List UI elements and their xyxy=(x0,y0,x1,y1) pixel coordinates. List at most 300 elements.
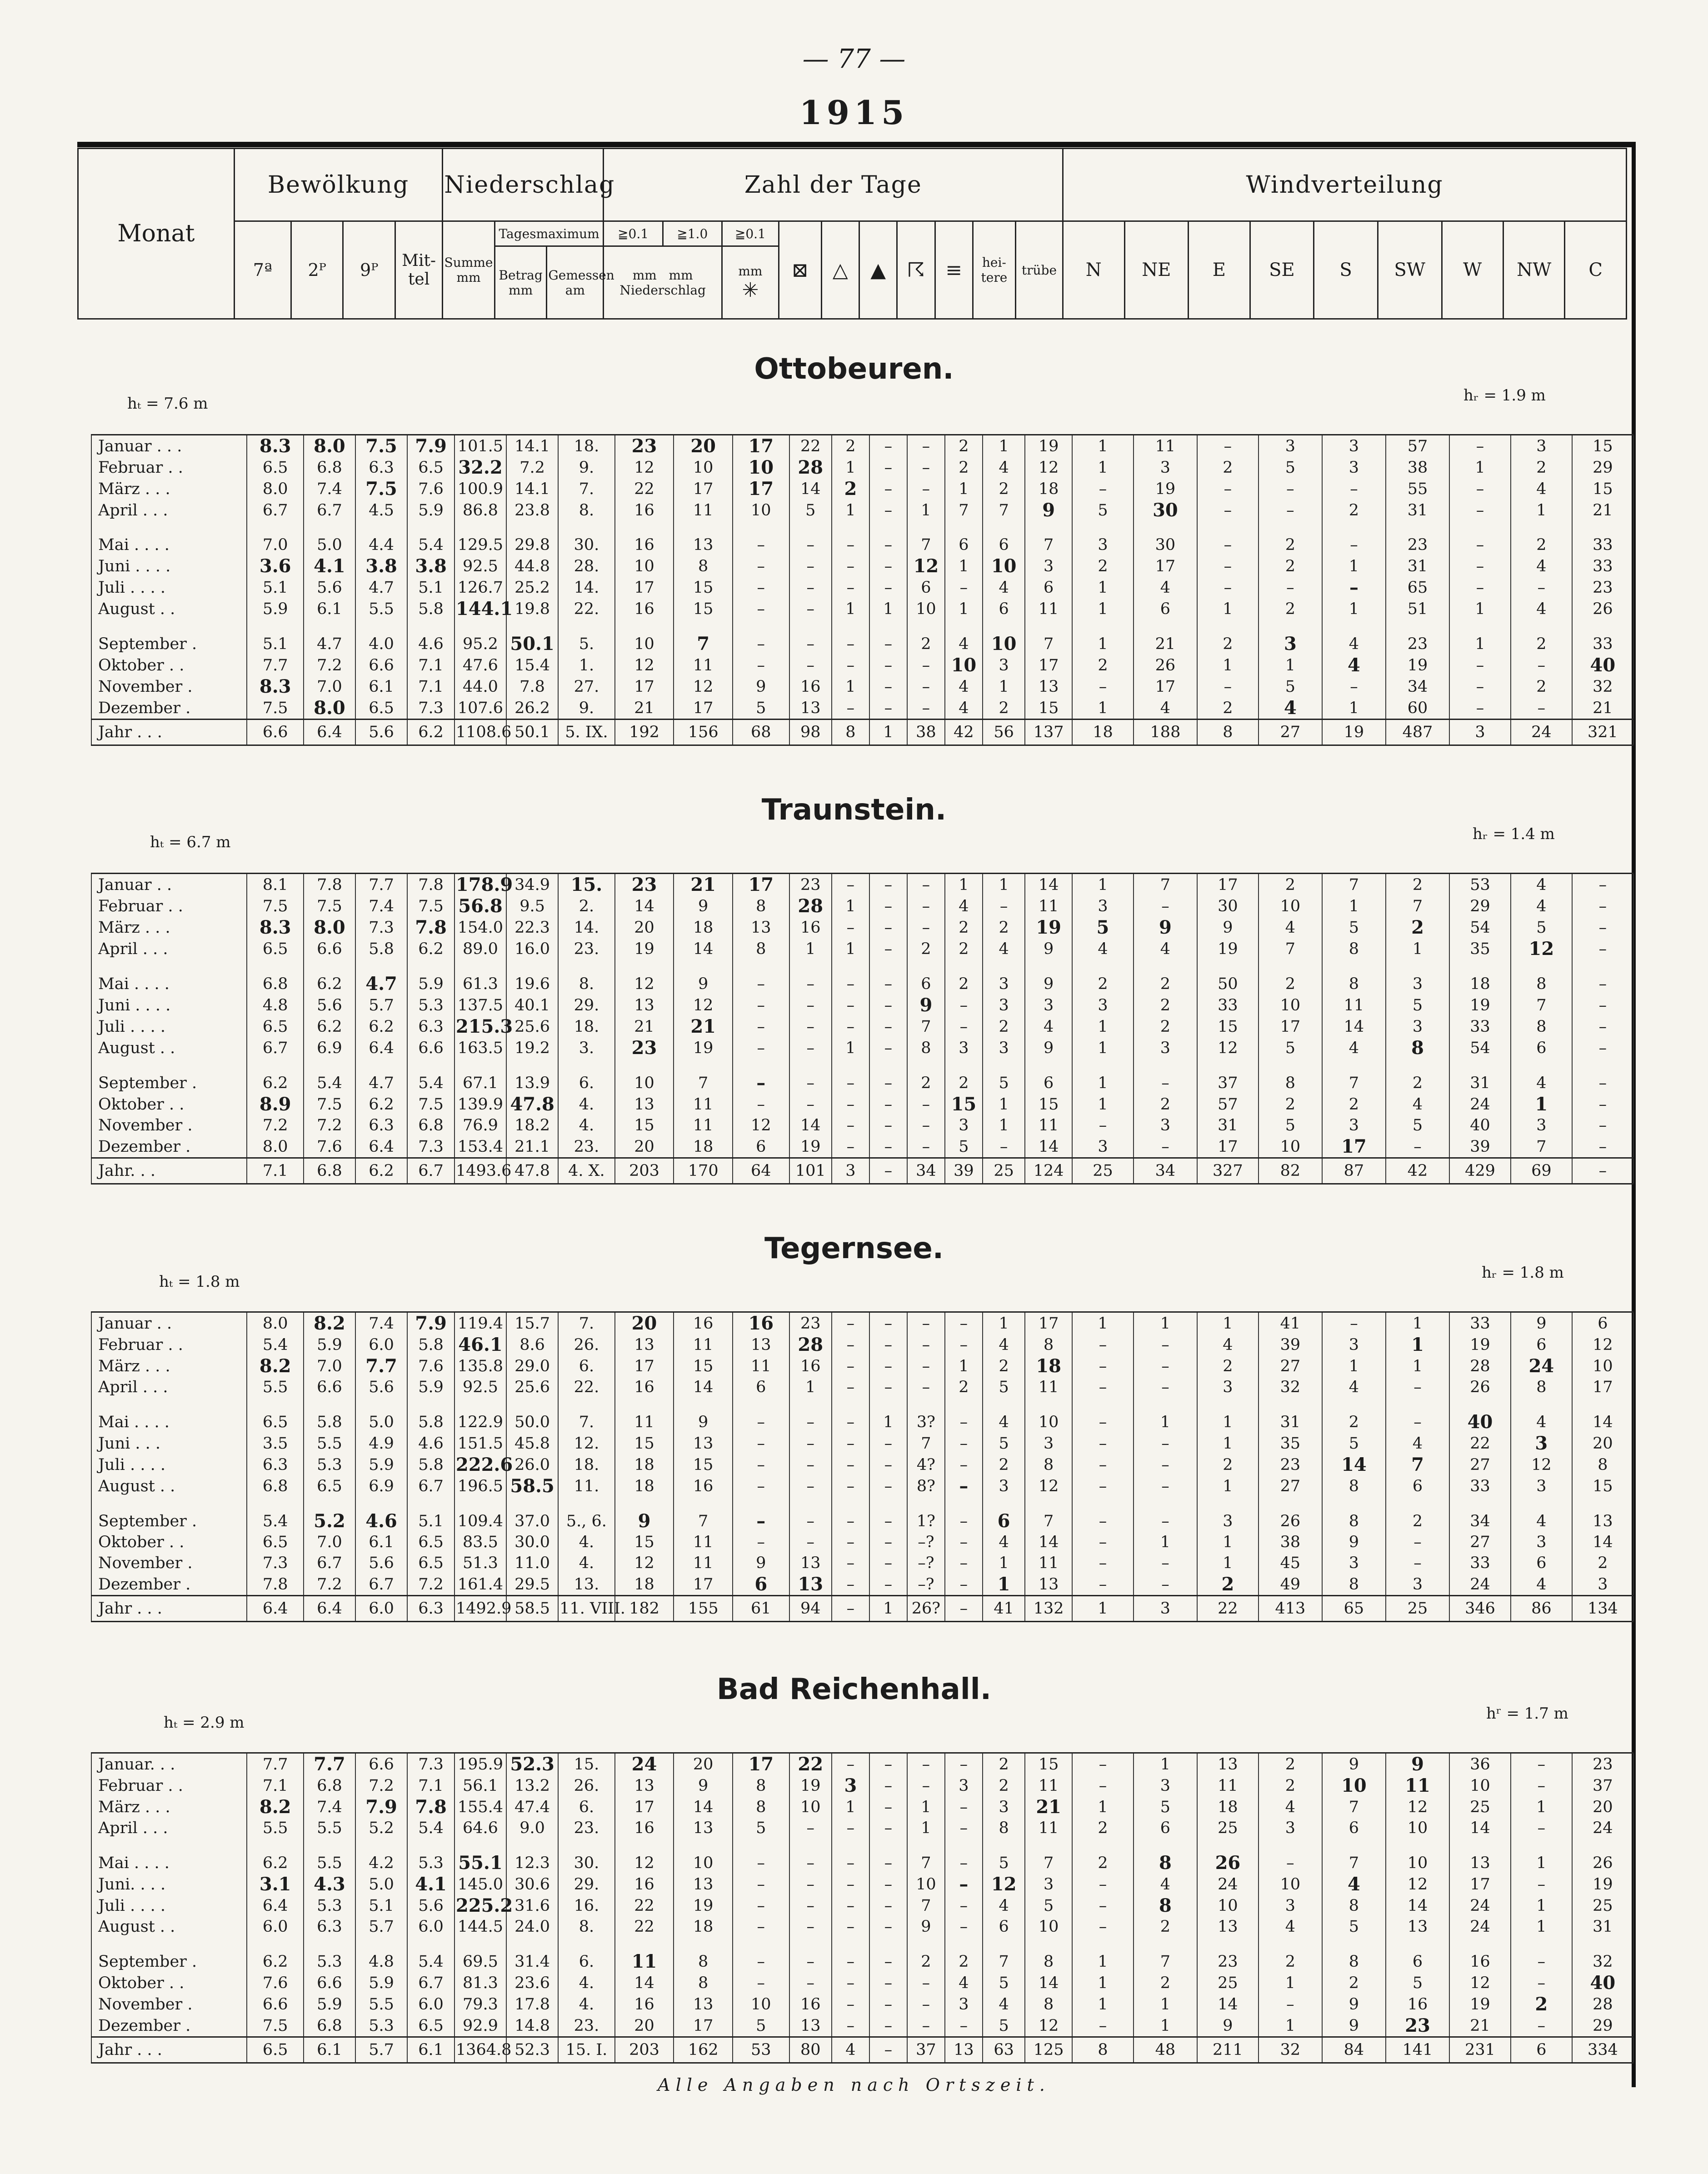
table-cell: 32 xyxy=(1259,2037,1322,2063)
table-cell: 31 xyxy=(1572,1916,1633,1937)
table-cell: 26. xyxy=(558,1775,615,1796)
table-cell: 8 xyxy=(1511,1016,1572,1037)
table-cell: – xyxy=(789,1475,832,1497)
table-cell: 3 xyxy=(983,1037,1025,1059)
table-cell: 23 xyxy=(1259,1454,1322,1475)
table-cell: 16 xyxy=(674,1312,733,1334)
table-cell: 6.5 xyxy=(247,457,304,478)
table-cell: 12 xyxy=(615,1839,674,1874)
table-cell: 17 xyxy=(1025,655,1072,676)
table-cell: 14 xyxy=(1025,1972,1072,1994)
table-cell: 15 xyxy=(1572,435,1633,457)
table-cell: 7.5 xyxy=(304,895,355,917)
table-cell: 7.3 xyxy=(407,1753,454,1775)
table-cell: – xyxy=(1449,697,1511,720)
table-cell: 1 xyxy=(1386,1334,1449,1355)
table-cell: – xyxy=(789,1454,832,1475)
table-cell: 1 xyxy=(1072,1094,1134,1115)
table-cell: 6.8 xyxy=(247,1475,304,1497)
table-cell: 8.1 xyxy=(247,874,304,896)
table-cell: 7 xyxy=(907,1839,945,1874)
header-niederschlag: Niederschlag xyxy=(443,149,604,221)
table-cell: 5 xyxy=(1322,1916,1386,1937)
table-cell: – xyxy=(1511,2015,1572,2037)
table-cell: – xyxy=(869,1818,907,1839)
table-cell: 6.1 xyxy=(304,2037,355,2063)
table-cell: – xyxy=(907,1355,945,1377)
table-cell: – xyxy=(869,676,907,697)
table-cell: 6.0 xyxy=(247,1916,304,1937)
table-cell: 2 xyxy=(1072,1818,1134,1839)
table-cell: – xyxy=(983,1136,1025,1158)
table-cell: 4. xyxy=(558,1094,615,1115)
table-cell: – xyxy=(907,1115,945,1136)
table-cell: – xyxy=(1072,1874,1134,1895)
table-cell: 21.1 xyxy=(506,1136,558,1158)
table-cell: 7.7 xyxy=(304,1753,355,1775)
table-cell: 23.8 xyxy=(506,500,558,521)
table-cell: 20 xyxy=(615,1136,674,1158)
table-cell: 23 xyxy=(615,874,674,896)
footer-note: Alle Angaben nach Ortszeit. xyxy=(658,2075,1050,2095)
table-cell: 15 xyxy=(1197,1016,1259,1037)
graupel-icon: ⊠ xyxy=(779,221,821,319)
table-cell: 23 xyxy=(789,874,832,896)
table-cell: 18 xyxy=(1025,1355,1072,1377)
header-summe xyxy=(443,221,495,319)
table-cell: 18 xyxy=(674,1136,733,1158)
table-cell: 7.0 xyxy=(247,521,304,555)
table-cell: 14 xyxy=(1322,1016,1386,1037)
table-cell: 3 xyxy=(1072,521,1134,555)
table-cell: 9 xyxy=(674,1775,733,1796)
table-cell: – xyxy=(945,1016,983,1037)
table-cell: 10 xyxy=(1025,1916,1072,1937)
table-cell: 17 xyxy=(1449,1874,1511,1895)
table-cell: 2 xyxy=(1072,555,1134,577)
table-cell: 15. I. xyxy=(558,2037,615,2063)
table-cell: 2 xyxy=(983,917,1025,938)
table-cell: 4 xyxy=(983,1895,1025,1916)
table-cell: 20 xyxy=(674,435,733,457)
table-cell: 346 xyxy=(1449,1596,1511,1622)
table-cell: 5 xyxy=(733,2015,789,2037)
table-cell: 33 xyxy=(1572,521,1633,555)
table-cell: 1 xyxy=(1322,1355,1386,1377)
table-cell: 4. xyxy=(558,1994,615,2015)
table-cell: 87 xyxy=(1322,1158,1386,1184)
ht-tegernsee: hₜ = 1.8 m xyxy=(159,1273,240,1291)
table-cell: – xyxy=(1072,1377,1134,1398)
table-cell: 50.1 xyxy=(506,720,558,745)
table-cell: – xyxy=(1134,895,1197,917)
table-cell: – xyxy=(869,1094,907,1115)
table-cell: – xyxy=(907,1994,945,2015)
table-cell: 10 xyxy=(1259,995,1322,1016)
table-cell: 18 xyxy=(615,1574,674,1596)
table-cell: – xyxy=(907,676,945,697)
table-cell: 2 xyxy=(1197,1574,1259,1596)
month-label: Januar. . . xyxy=(91,1753,247,1775)
table-cell: 7.1 xyxy=(247,1775,304,1796)
table-cell: 5.3 xyxy=(304,1937,355,1972)
table-cell: 9 xyxy=(1322,1753,1386,1775)
table-row xyxy=(91,1475,1633,1497)
table-cell: 1 xyxy=(1197,1312,1259,1334)
header-heitere: hei-tere xyxy=(973,221,1016,319)
table-cell: 7 xyxy=(1134,1937,1197,1972)
table-cell: 5.8 xyxy=(407,1454,454,1475)
table-cell: 2 xyxy=(1197,620,1259,655)
month-label: Oktober . . xyxy=(91,1094,247,1115)
table-cell: 28 xyxy=(789,457,832,478)
table-cell: – xyxy=(1322,577,1386,598)
table-cell: 17 xyxy=(1322,1136,1386,1158)
table-row xyxy=(91,555,1633,577)
table-row xyxy=(91,1937,1633,1972)
table-cell: 4 xyxy=(983,1994,1025,2015)
table-cell: 2 xyxy=(1322,500,1386,521)
table-cell: 24 xyxy=(1449,1895,1511,1916)
table-cell: – xyxy=(733,1874,789,1895)
table-cell: 23. xyxy=(558,938,615,960)
table-cell: 27 xyxy=(1259,1475,1322,1497)
table-cell: 2 xyxy=(907,1937,945,1972)
table-cell: 4.7 xyxy=(355,1059,407,1094)
table-cell: 53 xyxy=(1449,874,1511,896)
table-cell: – xyxy=(832,1433,869,1454)
table-cell: 16 xyxy=(615,500,674,521)
table-cell: 19 xyxy=(1134,478,1197,500)
table-cell: 3.1 xyxy=(247,1874,304,1895)
table-cell: 3 xyxy=(983,995,1025,1016)
table-cell: 4. xyxy=(558,1553,615,1574)
year-total-row xyxy=(91,1158,1633,1184)
table-cell: 19.8 xyxy=(506,598,558,620)
table-cell: – xyxy=(869,1753,907,1775)
table-cell: 34 xyxy=(1449,1497,1511,1532)
table-cell: 5.6 xyxy=(355,1377,407,1398)
table-cell: 6.5 xyxy=(407,1532,454,1553)
table-cell: 27 xyxy=(1449,1532,1511,1553)
table-cell: 10 xyxy=(615,1059,674,1094)
table-cell: 6.3 xyxy=(355,457,407,478)
table-cell: 23. xyxy=(558,1818,615,1839)
table-cell: 57 xyxy=(1386,435,1449,457)
table-cell: 95.2 xyxy=(454,620,506,655)
table-cell: 2 xyxy=(1134,1094,1197,1115)
table-cell: 6.7 xyxy=(407,1972,454,1994)
table-cell: – xyxy=(1511,1775,1572,1796)
table-cell: 11 xyxy=(1025,1553,1072,1574)
month-label: Mai . . . . xyxy=(91,1839,247,1874)
table-cell: 6.2 xyxy=(407,720,454,745)
table-cell: 6. xyxy=(558,1355,615,1377)
table-cell: 8 xyxy=(1511,1377,1572,1398)
table-cell: 4 xyxy=(1386,1094,1449,1115)
table-cell: – xyxy=(733,1433,789,1454)
table-cell: 50.1 xyxy=(506,620,558,655)
table-cell: 8? xyxy=(907,1475,945,1497)
table-cell: 9 xyxy=(733,676,789,697)
table-cell: 5.2 xyxy=(355,1818,407,1839)
table-cell: – xyxy=(869,435,907,457)
table-cell: 5.9 xyxy=(304,1334,355,1355)
table-cell: – xyxy=(1134,1136,1197,1158)
table-cell: 1 xyxy=(1072,598,1134,620)
table-cell: 31 xyxy=(1386,500,1449,521)
table-row xyxy=(91,1016,1633,1037)
table-cell: 6.5 xyxy=(355,697,407,720)
month-label: August . . xyxy=(91,1916,247,1937)
table-cell: – xyxy=(832,1818,869,1839)
table-cell: – xyxy=(1572,938,1633,960)
table-cell: 6.7 xyxy=(355,1574,407,1596)
table-cell: 13 xyxy=(1197,1916,1259,1937)
table-cell: – xyxy=(907,1312,945,1334)
table-cell: 40 xyxy=(1449,1115,1511,1136)
table-cell: 5. xyxy=(558,620,615,655)
table-cell: 8 xyxy=(1072,2037,1134,2063)
table-cell: 16 xyxy=(615,598,674,620)
table-cell: 26 xyxy=(1259,1497,1322,1532)
table-cell: – xyxy=(1072,1775,1134,1796)
table-cell: 7 xyxy=(907,1016,945,1037)
table-cell: 6.4 xyxy=(304,720,355,745)
table-cell: 7.1 xyxy=(407,655,454,676)
table-cell: – xyxy=(1259,577,1322,598)
table-cell: – xyxy=(869,1158,907,1184)
header-2p: 2ᴾ xyxy=(291,221,343,319)
table-cell: – xyxy=(832,1916,869,1937)
table-cell: – xyxy=(869,1433,907,1454)
header-wind-w: W xyxy=(1442,221,1503,319)
table-cell: 69.5 xyxy=(454,1937,506,1972)
table-cell: 23 xyxy=(615,435,674,457)
table-cell: 12 xyxy=(1511,938,1572,960)
table-cell: – xyxy=(1449,478,1511,500)
table-cell: 13 xyxy=(615,1334,674,1355)
table-cell: 1 xyxy=(1072,1596,1134,1622)
table-cell: 15 xyxy=(615,1115,674,1136)
table-cell: 7.5 xyxy=(247,895,304,917)
table-cell: – xyxy=(832,1596,869,1622)
table-cell: 5 xyxy=(1025,1895,1072,1916)
table-cell: 17 xyxy=(674,478,733,500)
table-cell: 2 xyxy=(983,1016,1025,1037)
table-cell: 18. xyxy=(558,1454,615,1475)
table-cell: 30 xyxy=(1134,500,1197,521)
table-cell: 195.9 xyxy=(454,1753,506,1775)
header-top-rule xyxy=(77,142,1632,147)
station-title-bad-reichenhall: Bad Reichenhall. xyxy=(716,1673,992,1706)
table-cell: 6 xyxy=(1386,1937,1449,1972)
month-label: Jahr . . . xyxy=(91,1596,247,1622)
table-cell: 2 xyxy=(983,1454,1025,1475)
header-wind-c: C xyxy=(1565,221,1627,319)
table-cell: 2 xyxy=(1322,1398,1386,1433)
table-cell: 10 xyxy=(1386,1818,1449,1839)
table-cell: 3 xyxy=(1134,1775,1197,1796)
table-cell: 8.2 xyxy=(304,1312,355,1334)
table-cell: 7.5 xyxy=(304,1094,355,1115)
table-cell: 15 xyxy=(1025,1094,1072,1115)
table-cell: 2 xyxy=(1197,1355,1259,1377)
table-cell: – xyxy=(1322,521,1386,555)
table-cell: 3 xyxy=(1386,1574,1449,1596)
table-cell: 12 xyxy=(1386,1874,1449,1895)
table-cell: – xyxy=(832,555,869,577)
table-cell: – xyxy=(789,1497,832,1532)
table-cell: 1 xyxy=(945,874,983,896)
table-cell: – xyxy=(1511,1753,1572,1775)
table-cell: 11.0 xyxy=(506,1553,558,1574)
table-cell: – xyxy=(1134,1355,1197,1377)
table-cell: – xyxy=(832,1532,869,1553)
table-cell: 2 xyxy=(1259,1094,1322,1115)
table-cell: 2 xyxy=(1386,917,1449,938)
table-cell: 56.1 xyxy=(454,1775,506,1796)
table-cell: 25 xyxy=(1386,1596,1449,1622)
table-cell: 6.5 xyxy=(247,1398,304,1433)
table-cell: 6 xyxy=(945,521,983,555)
table-cell: – xyxy=(832,1972,869,1994)
table-cell: – xyxy=(789,598,832,620)
table-cell: 5 xyxy=(1072,917,1134,938)
table-cell: – xyxy=(733,1475,789,1497)
table-cell: 126.7 xyxy=(454,577,506,598)
table-cell: 7 xyxy=(983,500,1025,521)
table-cell: – xyxy=(1197,478,1259,500)
month-label: September . xyxy=(91,1497,247,1532)
table-cell: 64.6 xyxy=(454,1818,506,1839)
table-cell: 33 xyxy=(1197,995,1259,1016)
table-cell: 3 xyxy=(983,655,1025,676)
table-cell: 3 xyxy=(1386,1016,1449,1037)
table-cell: 20 xyxy=(615,1312,674,1334)
table-cell: 7.6 xyxy=(407,1355,454,1377)
table-row xyxy=(91,1839,1633,1874)
table-cell: 8 xyxy=(1025,1994,1072,2015)
table-cell: 4 xyxy=(1134,938,1197,960)
table-cell: 6.0 xyxy=(407,1916,454,1937)
table-cell: – xyxy=(1322,1312,1386,1334)
table-cell: – xyxy=(1572,960,1633,995)
table-cell: – xyxy=(907,917,945,938)
table-cell: 29 xyxy=(1572,457,1633,478)
table-cell: 11 xyxy=(1197,1775,1259,1796)
table-cell: 45.8 xyxy=(506,1433,558,1454)
table-cell: 11 xyxy=(1025,1377,1072,1398)
table-cell: 8 xyxy=(1322,1895,1386,1916)
table-cell: 5.6 xyxy=(304,577,355,598)
table-cell: – xyxy=(1072,1355,1134,1377)
table-cell: – xyxy=(945,1574,983,1596)
table-cell: 163.5 xyxy=(454,1037,506,1059)
table-row xyxy=(91,457,1633,478)
table-cell: 8.9 xyxy=(247,1094,304,1115)
table-cell: 7 xyxy=(1511,1136,1572,1158)
table-cell: 5.3 xyxy=(407,1839,454,1874)
table-cell: 4 xyxy=(945,895,983,917)
table-cell: 4.4 xyxy=(355,521,407,555)
table-cell: 12 xyxy=(1197,1037,1259,1059)
table-cell: 178.9 xyxy=(454,874,506,896)
table-cell: 14 xyxy=(1025,1532,1072,1553)
table-cell: – xyxy=(1572,874,1633,896)
table-cell: 5.9 xyxy=(355,1454,407,1475)
month-label: März . . . xyxy=(91,1355,247,1377)
table-cell: 4. xyxy=(558,1972,615,1994)
table-cell: 2 xyxy=(1386,1059,1449,1094)
header-wind-se: SE xyxy=(1250,221,1314,319)
table-cell: – xyxy=(907,1972,945,1994)
table-cell: – xyxy=(869,1532,907,1553)
table-cell: 2 xyxy=(1322,1094,1386,1115)
table-cell: – xyxy=(869,577,907,598)
table-cell: 7.6 xyxy=(247,1972,304,1994)
header-mittel: Mit-tel xyxy=(395,221,443,319)
table-cell: 2 xyxy=(983,697,1025,720)
table-cell: 4 xyxy=(1511,874,1572,896)
table-cell: 1 xyxy=(869,1596,907,1622)
table-cell: 1 xyxy=(832,676,869,697)
table-cell: 5 xyxy=(1134,1796,1197,1818)
table-cell: 5 xyxy=(733,1818,789,1839)
table-cell: 3 xyxy=(1322,435,1386,457)
table-cell: – xyxy=(907,874,945,896)
month-label: Oktober . . xyxy=(91,1972,247,1994)
table-cell: – xyxy=(733,620,789,655)
table-row xyxy=(91,697,1633,720)
table-cell: 8. xyxy=(558,500,615,521)
table-cell: 14 xyxy=(615,1972,674,1994)
table-cell: – xyxy=(789,1874,832,1895)
table-cell: 14 xyxy=(789,478,832,500)
table-cell: 21 xyxy=(1449,2015,1511,2037)
table-cell: 17 xyxy=(674,1574,733,1596)
table-cell: 16 xyxy=(615,521,674,555)
table-cell: 16 xyxy=(1386,1994,1449,2015)
table-cell: 33 xyxy=(1572,620,1633,655)
table-row xyxy=(91,874,1633,896)
table-cell: – xyxy=(869,1994,907,2015)
table-cell: 1 xyxy=(945,598,983,620)
table-cell: – xyxy=(832,1753,869,1775)
table-cell: 22. xyxy=(558,1377,615,1398)
table-cell: 26 xyxy=(1572,598,1633,620)
table-cell: 24 xyxy=(1197,1874,1259,1895)
table-cell: 3 xyxy=(1322,457,1386,478)
table-cell: 9 xyxy=(615,1497,674,1532)
month-label: April . . . xyxy=(91,938,247,960)
table-cell: 18 xyxy=(674,917,733,938)
table-cell: 5.1 xyxy=(247,620,304,655)
table-cell: 8 xyxy=(733,938,789,960)
table-cell: 1 xyxy=(983,1094,1025,1115)
table-cell: 15 xyxy=(674,577,733,598)
table-cell: – xyxy=(832,1839,869,1874)
table-cell: – xyxy=(1072,1753,1134,1775)
table-cell: 7.2 xyxy=(304,655,355,676)
table-row xyxy=(91,1874,1633,1895)
table-cell: – xyxy=(945,1475,983,1497)
table-cell: 10 xyxy=(733,500,789,521)
table-cell: 7. xyxy=(558,1312,615,1334)
table-cell: 7.6 xyxy=(407,478,454,500)
table-cell: 8 xyxy=(1322,960,1386,995)
table-cell: 19.2 xyxy=(506,1037,558,1059)
